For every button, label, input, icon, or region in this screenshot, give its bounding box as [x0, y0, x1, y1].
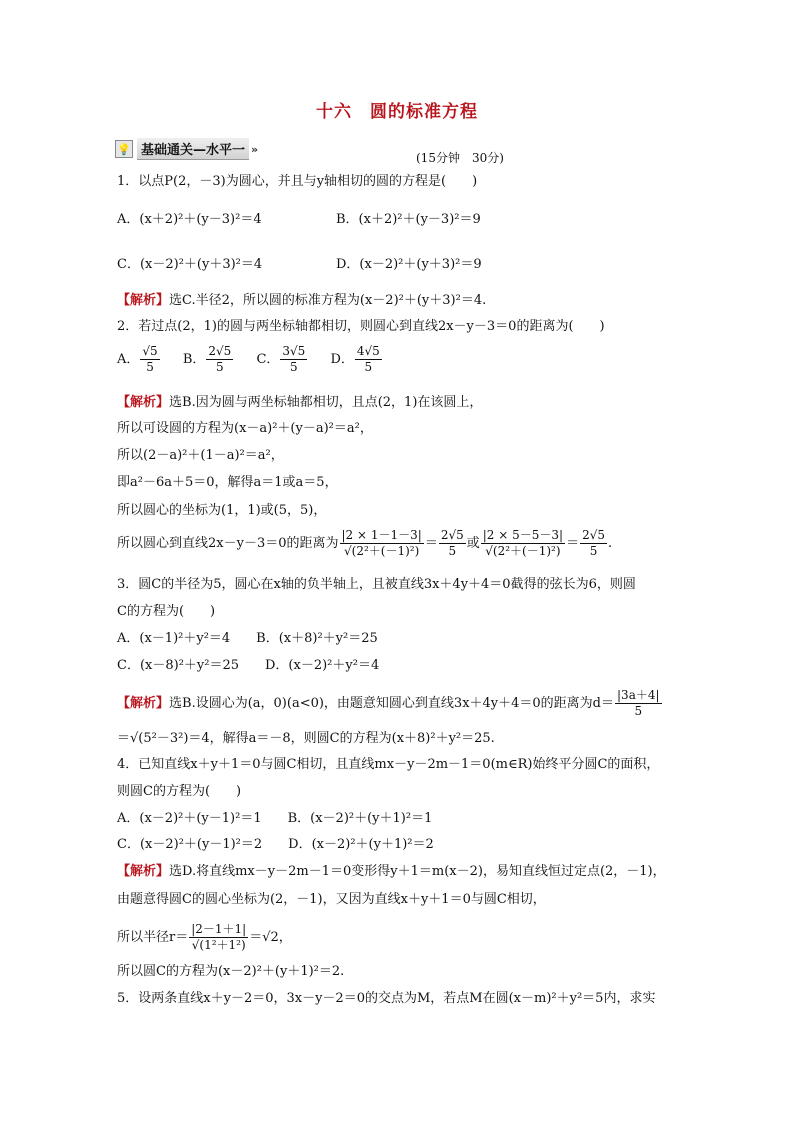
q3-solution-2: ＝√(5²－3²)＝4，解得a＝－8，则圆C的方程为(x＋8)²＋y²＝25.	[117, 731, 495, 746]
q4-solution-2: 由题意得圆C的圆心坐标为(2，－1)，又因为直线x＋y＋1＝0与圆C相切，	[117, 892, 546, 907]
q2-solution-4: 即a²－6a＋5＝0，解得a＝1或a＝5，	[117, 475, 338, 490]
q4-stem-1: 4．已知直线x＋y＋1＝0与圆C相切，且直线mx－y－2m－1＝0(m∈R)始终平分圆C的面积，	[117, 757, 660, 772]
q2-solution-6: 所以圆心到直线2x－y－3＝0的距离为 $\frac{|2 \times 1-1-3|}{\text{√(2²＋(－1)²)}}$ ＝ $\frac{2√5}{5}$ 或 $\frac{|2 \times 5-5-3|}{\text{√(2²＋(－1)²)}}$ ＝ $\frac{2√5}{5}$ .	[117, 528, 613, 558]
q2-options	[117, 344, 383, 375]
lightbulb-icon: 💡	[115, 140, 133, 158]
q5-stem: 5．设两条直线x＋y－2＝0，3x－y－2＝0的交点为M，若点M在圆(x－m)²＋y²＝5内，求实	[117, 991, 656, 1006]
q2-distance-frac-1: $\frac{|2 \times 1-1-3|}{\text{√(2²＋(－1)²)}}$	[341, 528, 422, 558]
q2-option-c-frac: $\frac{3√5}{5}$	[282, 344, 306, 374]
solution-tag: 【解析】	[117, 395, 170, 410]
time-score: (15分钟 30分)	[416, 151, 504, 165]
q2-option-d-frac: $\frac{4√5}{5}$	[356, 344, 380, 374]
q2-distance-frac-4: $\frac{2√5}{5}$	[582, 528, 606, 558]
q2-option-c-label: C．	[256, 352, 280, 367]
q2-option-d-label: D．	[330, 352, 354, 367]
q1-option-a: A．(x＋2)²＋(y－3)²＝4	[117, 212, 262, 227]
q1-option-c: C．(x－2)²＋(y＋3)²＝4	[117, 257, 263, 272]
q2-stem: 2．若过点(2，1)的圆与两坐标轴都相切，则圆心到直线2x－y－3＝0的距离为( )	[117, 319, 605, 334]
q1-solution	[117, 292, 486, 310]
q2-option-a-label: A．	[117, 352, 140, 367]
solution-tag: 【解析】	[117, 864, 170, 879]
q3-options-ab: A．(x－1)²＋y²＝4 B．(x＋8)²＋y²＝25	[117, 631, 378, 646]
q3-options-cd: C．(x－8)²＋y²＝25 D．(x－2)²＋y²＝4	[117, 658, 380, 673]
section-label: 基础通关—水平一	[137, 138, 249, 160]
q3-stem-2: C的方程为( )	[117, 604, 216, 619]
page-title: 十六 圆的标准方程	[316, 102, 478, 122]
q4-options-cd: C．(x－2)²＋(y－1)²＝2 D．(x－2)²＋(y＋1)²＝2	[117, 837, 434, 852]
q2-distance-frac-3: $\frac{|2 \times 5-5-3|}{\text{√(2²＋(－1)²)}}$	[482, 528, 564, 558]
q4-solution-4: 所以圆C的方程为(x－2)²＋(y＋1)²＝2.	[117, 964, 345, 979]
q2-distance-frac-2: $\frac{2√5}{5}$	[440, 528, 464, 558]
double-arrow-icon: »	[251, 142, 259, 156]
q4-options-ab: A．(x－2)²＋(y－1)²＝1 B．(x－2)²＋(y＋1)²＝1	[117, 811, 433, 826]
q1-stem: 1．以点P(2，－3)为圆心，并且与y轴相切的圆的方程是( )	[117, 174, 478, 189]
section-banner	[115, 140, 258, 158]
q1-solution-text: 选C.半径2，所以圆的标准方程为(x－2)²＋(y＋3)²＝4.	[169, 293, 487, 308]
q2-solution-1: 【解析】选B.因为圆与两坐标轴都相切，且点(2，1)在该圆上，	[117, 395, 483, 410]
q3-distance-frac: $\frac{|3a+4|}{5}$	[617, 688, 660, 718]
q2-option-b-frac: $\frac{2√5}{5}$	[208, 344, 232, 374]
q2-option-b-label: B．	[182, 352, 206, 367]
solution-tag: 【解析】	[117, 293, 170, 308]
q3-stem-1: 3．圆C的半径为5，圆心在x轴的负半轴上，且被直线3x＋4y＋4＝0截得的弦长为6，则圆	[117, 577, 636, 592]
q1-option-d: D．(x－2)²＋(y＋3)²＝9	[336, 257, 482, 272]
q2-solution-3: 所以(2－a)²＋(1－a)²＝a²，	[117, 448, 284, 463]
q2-solution-5: 所以圆心的坐标为(1，1)或(5，5)，	[117, 503, 327, 518]
q1-option-b: B．(x＋2)²＋(y－3)²＝9	[336, 212, 481, 227]
q4-radius-frac: $\frac{|2-1+1|}{\text{√(1²＋1²)}}$	[191, 922, 247, 952]
q2-option-a-frac: $\frac{√5}{5}$	[142, 344, 158, 374]
q3-solution-1: 【解析】选B.设圆心为(a，0)(a<0)，由题意知圆心到直线3x＋4y＋4＝0的距离为d＝ $\frac{|3a+4|}{5}$	[117, 688, 660, 718]
q4-solution-3: 所以半径r＝ $\frac{|2-1+1|}{\text{√(1²＋1²)}}$ ＝√2，	[117, 922, 292, 952]
q2-solution-2: 所以可设圆的方程为(x－a)²＋(y－a)²＝a²，	[117, 421, 373, 436]
q4-solution-1: 【解析】选D.将直线mx－y－2m－1＝0变形得y＋1＝m(x－2)，易知直线恒过定点(2，－1)，	[117, 864, 666, 879]
solution-tag: 【解析】	[117, 696, 170, 711]
q4-stem-2: 则圆C的方程为( )	[117, 784, 242, 799]
